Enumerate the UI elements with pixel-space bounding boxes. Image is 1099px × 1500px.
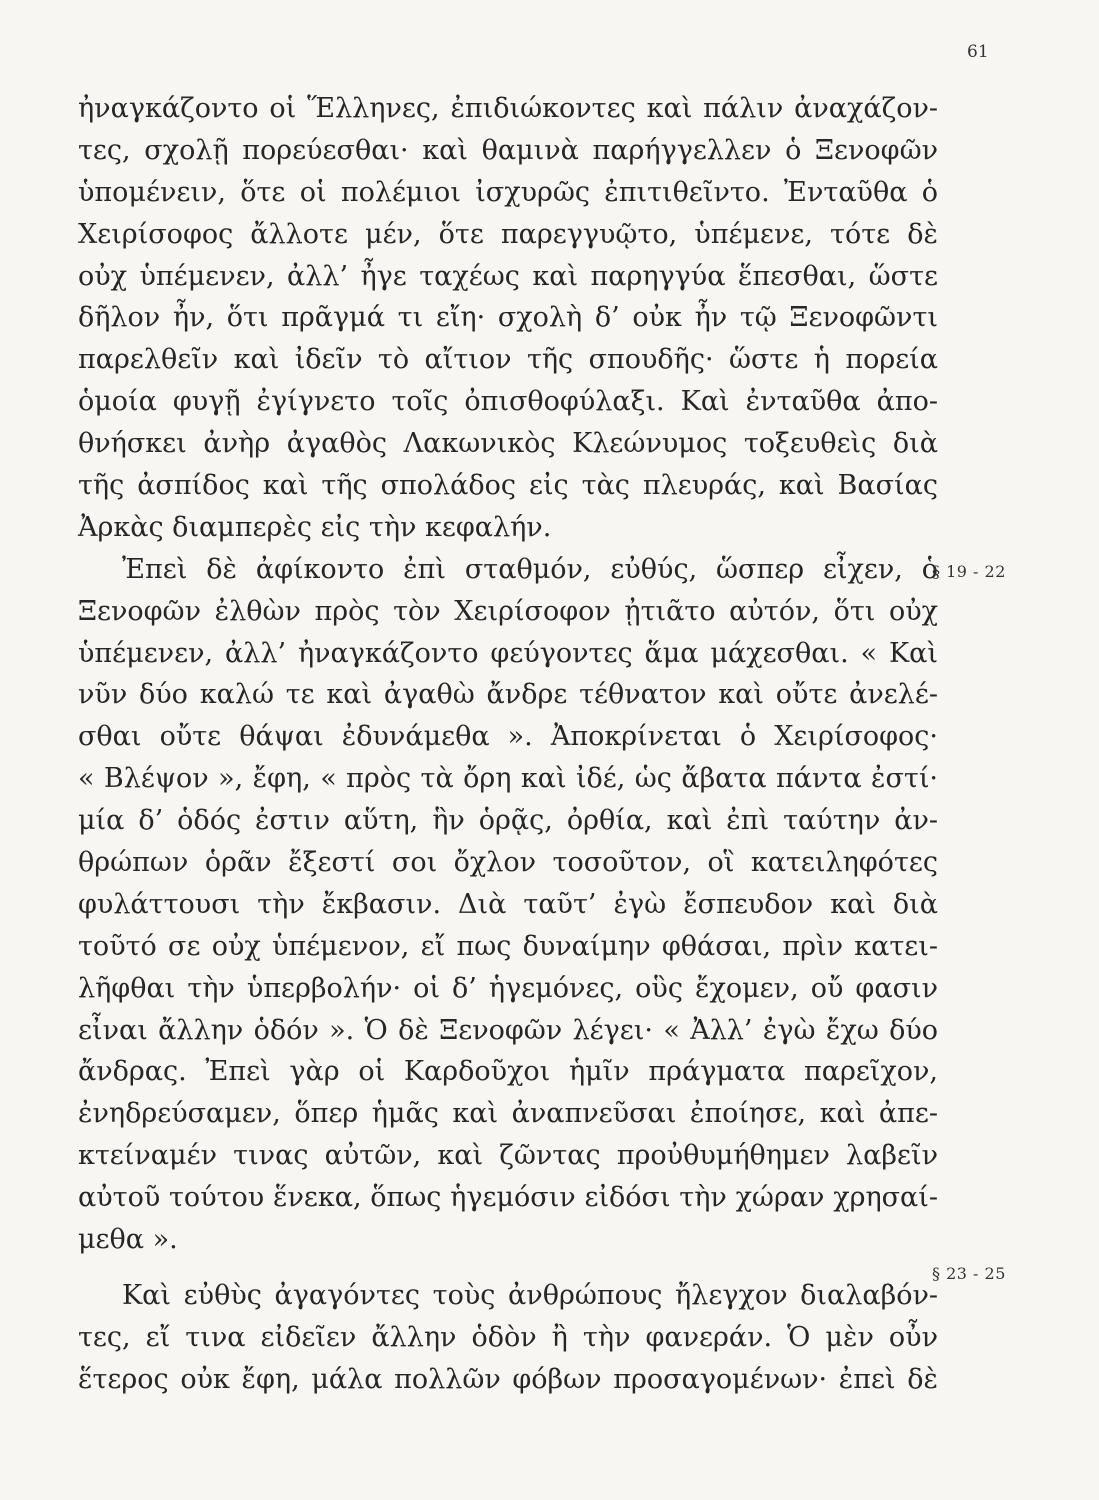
margin-section-note: § 23 - 25 <box>932 1264 1006 1283</box>
text-line: ὑπέμενεν, ἀλλ’ ἠναγκάζοντο φεύγοντες ἅμα μάχεσθαι. « Καὶ <box>78 637 938 669</box>
text-line: Ἀρκὰς διαμπερὲς εἰς τὴν κεφαλήν. <box>78 511 552 543</box>
text-line: Ξενοφῶν ἐλθὼν πρὸς τὸν Χειρίσοφον ᾐτιᾶτο αὐτόν, ὅτι οὐχ <box>78 595 938 627</box>
text-line: Χειρίσοφος ἄλλοτε μέν, ὅτε παρεγγυῷτο, ὑπέμενε, τότε δὲ <box>78 218 938 250</box>
text-line: παρελθεῖν καὶ ἰδεῖν τὸ αἴτιον τῆς σπουδῆς· ὥστε ἡ πορεία <box>78 344 938 376</box>
margin-section-note: § 19 - 22 <box>932 562 1006 581</box>
text-line: τοῦτό σε οὐχ ὑπέμενον, εἴ πως δυναίμην φθάσαι, πρὶν κατει- <box>78 930 938 962</box>
text-line: θνήσκει ἀνὴρ ἀγαθὸς Λακωνικὸς Κλεώνυμος τοξευθεὶς διὰ <box>78 428 938 460</box>
text-line: τες, σχολῇ πορεύεσθαι· καὶ θαμινὰ παρήγγελλεν ὁ Ξενοφῶν <box>78 134 938 166</box>
text-line: Καὶ εὐθὺς ἀγαγόντες τοὺς ἀνθρώπους ἤλεγχον διαλαβόν- <box>122 1279 938 1311</box>
text-line: ἕτερος οὐκ ἔφη, μάλα πολλῶν φόβων προσαγομένων· ἐπεὶ δὲ <box>78 1363 938 1395</box>
text-line: οὐχ ὑπέμενεν, ἀλλ’ ἦγε ταχέως καὶ παρηγγύα ἕπεσθαι, ὥστε <box>78 260 938 292</box>
text-line: ὑπομένειν, ὅτε οἱ πολέμιοι ἰσχυρῶς ἐπιτιθεῖντο. Ἐνταῦθα ὁ <box>78 176 938 208</box>
text-line: ἠναγκάζοντο οἱ Ἕλληνες, ἐπιδιώκοντες καὶ πάλιν ἀναχάζον- <box>78 93 938 124</box>
text-body <box>78 88 938 1401</box>
text-line: σθαι οὔτε θάψαι ἐδυνάμεθα ». Ἀποκρίνεται ὁ Χειρίσοφος· <box>78 721 938 753</box>
paragraph <box>78 549 938 1261</box>
text-line: φυλάττουσι τὴν ἔκβασιν. Διὰ ταῦτ’ ἐγὼ ἔσπευδον καὶ διὰ <box>78 888 938 920</box>
text-line: « Βλέψον », ἔφη, « πρὸς τὰ ὄρη καὶ ἰδέ, ὡς ἄβατα πάντα ἐστί· <box>78 763 938 795</box>
text-line: εἶναι ἄλλην ὁδόν ». Ὁ δὲ Ξενοφῶν λέγει· « Ἀλλ’ ἐγὼ ἔχω δύο <box>78 1014 938 1046</box>
text-line: θρώπων ὁρᾶν ἔξεστί σοι ὄχλον τοσοῦτον, οἳ κατειληφότες <box>78 847 938 879</box>
text-line: λῆφθαι τὴν ὑπερβολήν· οἱ δ’ ἡγεμόνες, οὓς ἔχομεν, οὔ φασιν <box>78 972 938 1004</box>
paragraph <box>78 88 938 549</box>
text-line: Ἐπεὶ δὲ ἀφίκοντο ἐπὶ σταθμόν, εὐθύς, ὥσπερ εἶχεν, ὁ <box>122 553 938 585</box>
text-line: τῆς ἀσπίδος καὶ τῆς σπολάδος εἰς τὰς πλευράς, καὶ Βασίας <box>78 470 938 502</box>
text-line: τες, εἴ τινα εἰδεῖεν ἄλλην ὁδὸν ἢ τὴν φανεράν. Ὁ μὲν οὖν <box>78 1321 938 1353</box>
text-line: νῦν δύο καλώ τε καὶ ἀγαθὼ ἄνδρε τέθνατον καὶ οὔτε ἀνελέ- <box>78 679 938 711</box>
text-line: κτείναμέν τινας αὐτῶν, καὶ ζῶντας προὐθυμήθημεν λαβεῖν <box>78 1140 938 1172</box>
text-line: δῆλον ἦν, ὅτι πρᾶγμά τι εἴη· σχολὴ δ’ οὐκ ἦν τῷ Ξενοφῶντι <box>78 302 938 334</box>
text-line: ὁμοία φυγῇ ἐγίγνετο τοῖς ὀπισθοφύλαξι. Καὶ ἐνταῦθα ἀπο- <box>78 386 938 418</box>
text-line: ἄνδρας. Ἐπεὶ γὰρ οἱ Καρδοῦχοι ἡμῖν πράγματα παρεῖχον, <box>78 1056 938 1088</box>
text-line: μεθα ». <box>78 1224 178 1256</box>
text-line: μία δ’ ὁδός ἐστιν αὕτη, ἣν ὁρᾷς, ὀρθία, καὶ ἐπὶ ταύτην ἀν- <box>78 805 938 837</box>
text-line: ἐνηδρεύσαμεν, ὅπερ ἡμᾶς καὶ ἀναπνεῦσαι ἐποίησε, καὶ ἀπε- <box>78 1098 938 1130</box>
paragraph <box>78 1275 938 1401</box>
page-number: 61 <box>967 42 989 62</box>
text-line: αὐτοῦ τούτου ἕνεκα, ὅπως ἡγεμόσιν εἰδόσι τὴν χώραν χρησαί- <box>78 1182 938 1214</box>
